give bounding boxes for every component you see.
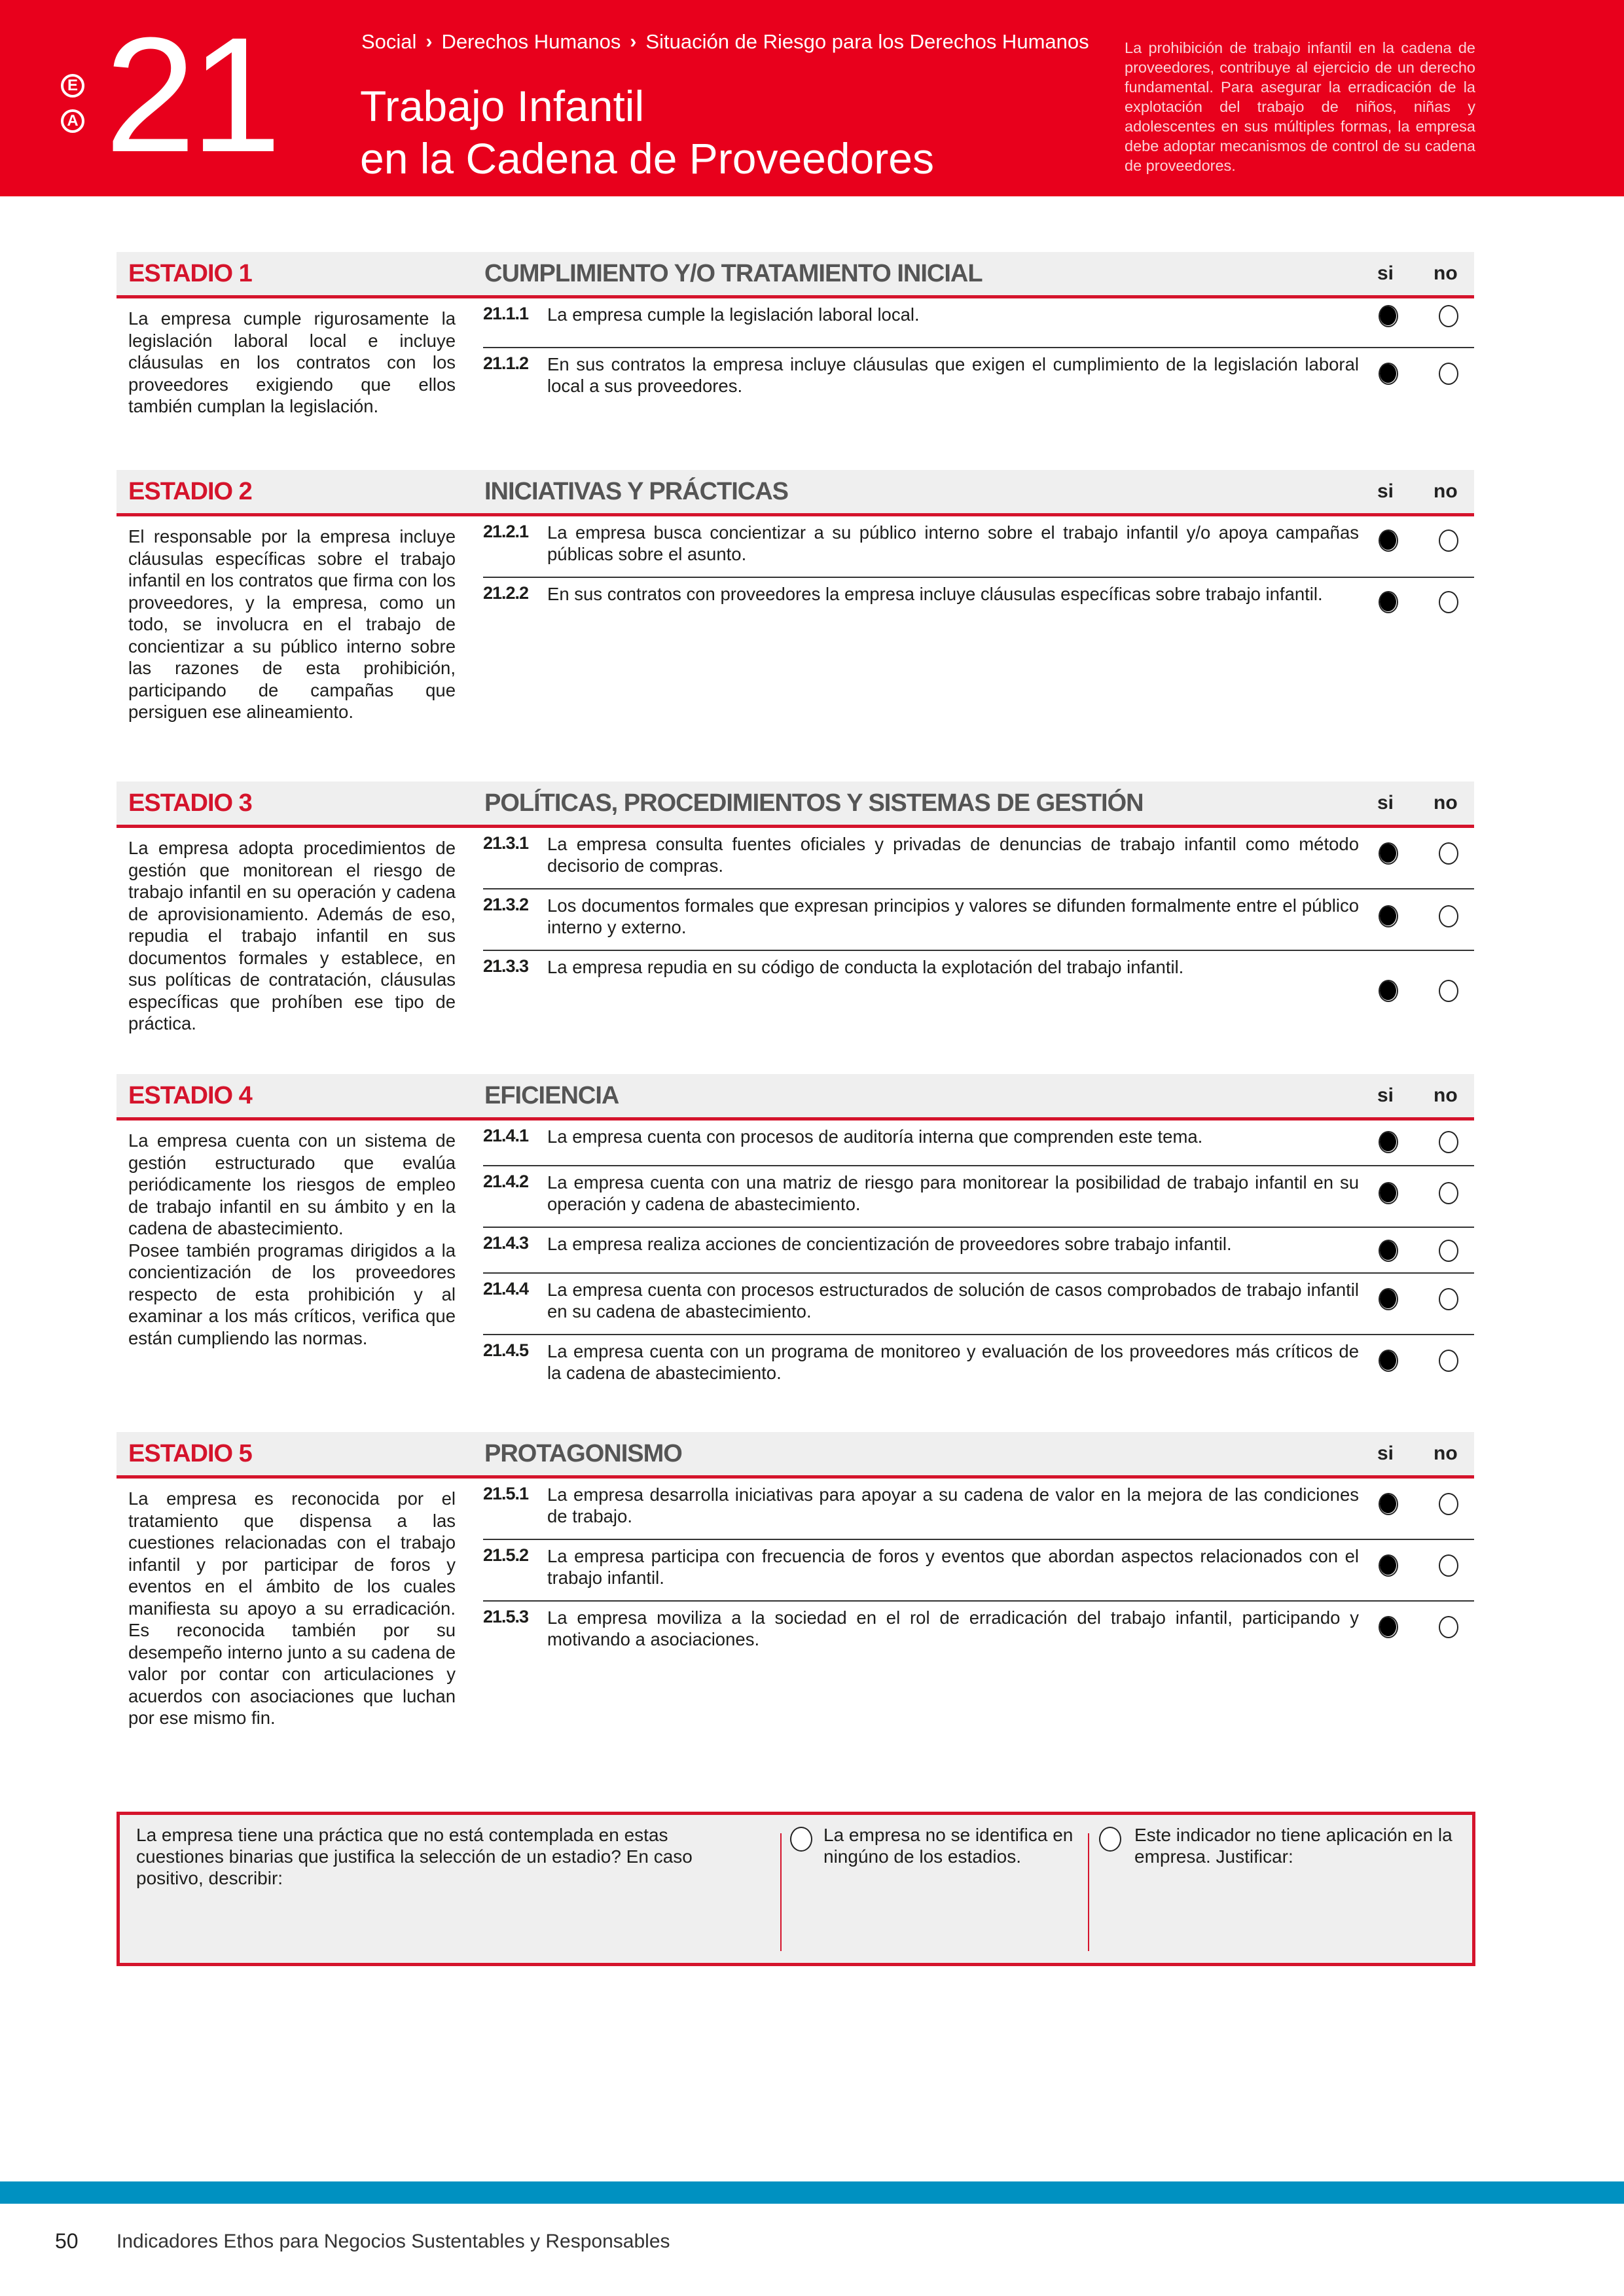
stadio-name: ESTADIO 2 <box>128 477 252 505</box>
title-line: en la Cadena de Proveedores <box>360 134 934 183</box>
question-id: 21.4.4 <box>483 1279 529 1299</box>
no-radio[interactable] <box>1439 905 1458 927</box>
si-radio[interactable] <box>1379 529 1398 552</box>
no-radio[interactable] <box>1439 1182 1458 1204</box>
question-text: La empresa desarrolla iniciativas para apoyar a su cadena de valor en la mejora de las condiciones de trabajo. <box>547 1484 1359 1526</box>
stadio-name: ESTADIO 5 <box>128 1439 252 1467</box>
si-radio[interactable] <box>1379 1288 1398 1310</box>
question-id: 21.4.5 <box>483 1340 529 1360</box>
no-radio[interactable] <box>1439 1240 1458 1262</box>
stadio-description <box>117 1121 456 1395</box>
question-row <box>483 1540 1474 1602</box>
stadio-5 <box>117 1432 1474 1729</box>
title-line: Trabajo Infantil <box>360 82 645 130</box>
no-radio[interactable] <box>1439 1616 1458 1638</box>
question-id: 21.1.2 <box>483 353 529 373</box>
stadio-title: EFICIENCIA <box>484 1081 619 1109</box>
stadio-4 <box>117 1074 1474 1395</box>
question-text: La empresa participa con frecuencia de foros y eventos que abordan aspectos relacionados con el trabajo infantil. <box>547 1546 1359 1588</box>
stadio-name: ESTADIO 1 <box>128 259 252 287</box>
question-text: La empresa cuenta con procesos estructurados de solución de casos comprobados de trabajo infantil en su cadena de abastecimiento. <box>547 1280 1359 1321</box>
stadio-header <box>117 1432 1474 1479</box>
page-title <box>360 80 934 185</box>
question-row <box>483 889 1474 951</box>
question-text: La empresa moviliza a la sociedad en el rol de erradicación del trabajo infantil, participando y motivando a asociaciones. <box>547 1607 1359 1649</box>
si-radio[interactable] <box>1379 1182 1398 1204</box>
question-id: 21.4.1 <box>483 1126 529 1145</box>
si-radio[interactable] <box>1379 842 1398 865</box>
stadio-description: La empresa adopta procedimientos de gestión que monitorean el riesgo de trabajo infantil en su operación y cadena de aprovisionamiento. Además de eso, repudia el trabajo infantil en sus documentos formales y establece, en sus políticas de contratación, cláusulas específicas que prohíben ese tipo de práctica. <box>128 838 456 1033</box>
no-radio[interactable] <box>1439 1131 1458 1153</box>
stadio-description: El responsable por la empresa incluye cláusulas específicas sobre el trabajo infantil en los contratos que firma con los proveedores, y la empresa, como un todo, se involucra en el trabajo de concientizar a su público interno sobre las razones de esta prohibición, participando de campañas que persiguen ese alineamiento. <box>128 526 456 722</box>
breadcrumb <box>361 30 1089 54</box>
no-label: no <box>1434 480 1458 502</box>
footer-band <box>0 2181 1624 2204</box>
question-text: La empresa cumple la legislación laboral local. <box>547 304 920 325</box>
si-radio[interactable] <box>1379 305 1398 327</box>
no-radio[interactable] <box>1439 1350 1458 1372</box>
question-row <box>483 1121 1474 1166</box>
stadio-header <box>117 781 1474 828</box>
breadcrumb-item[interactable]: Situación de Riesgo para los Derechos Humanos <box>645 30 1089 53</box>
si-radio[interactable] <box>1379 1554 1398 1577</box>
stadio-title: POLÍTICAS, PROCEDIMIENTOS Y SISTEMAS DE GESTIÓN <box>484 789 1144 817</box>
no-radio[interactable] <box>1439 842 1458 865</box>
question-id: 21.1.1 <box>483 304 529 323</box>
question-id: 21.4.3 <box>483 1233 529 1253</box>
question-text: Los documentos formales que expresan principios y valores se difunden formalmente entre el público interno y externo. <box>547 895 1359 937</box>
si-radio[interactable] <box>1379 980 1398 1002</box>
no-radio[interactable] <box>1439 591 1458 613</box>
stadio-title: CUMPLIMIENTO Y/O TRATAMIENTO INICIAL <box>484 259 983 287</box>
chevron-right-icon: › <box>630 31 637 52</box>
si-label: si <box>1377 262 1394 284</box>
stadio-3 <box>117 781 1474 1035</box>
breadcrumb-item[interactable]: Derechos Humanos <box>441 30 621 53</box>
not-applicable-label: Este indicador no tiene aplicación en la empresa. Justificar: <box>1134 1825 1453 1867</box>
indicator-header <box>0 0 1624 196</box>
chevron-right-icon: › <box>425 31 433 52</box>
description-paragraph: La empresa cuenta con un sistema de gestión estructurado que evalúa periódicamente los riesgos de empleo de trabajo infantil en su ámbito y en la cadena de abastecimiento. <box>128 1130 456 1238</box>
not-applicable-radio[interactable] <box>1099 1827 1121 1852</box>
question-text: La empresa consulta fuentes oficiales y privadas de denuncias de trabajo infantil como método decisorio de compras. <box>547 834 1359 876</box>
question-id: 21.5.2 <box>483 1545 529 1565</box>
publication-title: Indicadores Ethos para Negocios Sustentables y Responsables <box>117 2231 670 2252</box>
question-id: 21.3.2 <box>483 895 529 914</box>
question-text: En sus contratos con proveedores la empresa incluye cláusulas específicas sobre trabajo infantil. <box>547 584 1323 604</box>
question-text: La empresa cuenta con procesos de auditoría interna que comprenden este tema. <box>547 1126 1203 1147</box>
no-radio[interactable] <box>1439 1288 1458 1310</box>
no-radio[interactable] <box>1439 1493 1458 1515</box>
question-row <box>483 951 1474 1015</box>
si-radio[interactable] <box>1379 1240 1398 1262</box>
si-radio[interactable] <box>1379 1493 1398 1515</box>
intro-text: La prohibición de trabajo infantil en la cadena de proveedores, contribuye al ejercicio de un derecho fundamental. Para asegurar la erradicación de la explotación del trabajo de niños, niñas y adolescentes en sus múltiples formas, la empresa debe adoptar mecanismos de control de su cadena de proveedores. <box>1125 39 1475 174</box>
si-radio[interactable] <box>1379 905 1398 927</box>
question-list <box>483 516 1474 723</box>
question-id: 21.5.3 <box>483 1607 529 1626</box>
si-label: si <box>1377 480 1394 502</box>
no-stadio-radio[interactable] <box>790 1827 812 1852</box>
stadio-name: ESTADIO 3 <box>128 789 252 817</box>
no-radio[interactable] <box>1439 1554 1458 1577</box>
question-id: 21.3.3 <box>483 956 529 976</box>
si-radio[interactable] <box>1379 591 1398 613</box>
stadio-header <box>117 252 1474 298</box>
si-radio[interactable] <box>1379 363 1398 385</box>
stadio-header <box>117 1074 1474 1121</box>
question-row <box>483 578 1474 626</box>
stadio-description: La empresa es reconocida por el tratamiento que dispensa a las cuestiones relacionadas con el trabajo infantil y por participar de foros y eventos en el ámbito de los cuales manifiesta su apoyo a su erradicación. Es reconocida también por su desempeño interno junto a su cadena de valor por contar con articulaciones y acuerdos con asociaciones que luchan por ese mismo fin. <box>128 1488 456 1728</box>
question-id: 21.4.2 <box>483 1172 529 1191</box>
question-list <box>483 828 1474 1035</box>
divider <box>1088 1833 1089 1951</box>
stadio-description: La empresa cumple rigurosamente la legislación laboral local e incluye cláusulas en los contratos con los proveedores exigiendo que ellos también cumplan la legislación. <box>128 308 456 416</box>
question-list <box>483 298 1474 418</box>
no-label: no <box>1434 792 1458 814</box>
question-row <box>483 828 1474 889</box>
no-label: no <box>1434 1085 1458 1106</box>
si-radio[interactable] <box>1379 1350 1398 1372</box>
si-radio[interactable] <box>1379 1131 1398 1153</box>
question-text: La empresa busca concientizar a su público interno sobre el trabajo infantil y/o apoya campañas públicas sobre el asunto. <box>547 522 1359 564</box>
no-label: no <box>1434 262 1458 284</box>
stadio-title: PROTAGONISMO <box>484 1439 682 1467</box>
question-text: La empresa realiza acciones de concientización de proveedores sobre trabajo infantil. <box>547 1234 1232 1254</box>
no-radio[interactable] <box>1439 980 1458 1002</box>
question-id: 21.3.1 <box>483 833 529 853</box>
question-row <box>483 1274 1474 1335</box>
no-radio[interactable] <box>1439 363 1458 385</box>
question-list <box>483 1121 1474 1395</box>
stadio-header <box>117 470 1474 516</box>
question-text: La empresa cuenta con un programa de monitoreo y evaluación de los proveedores más críticos de la cadena de abastecimiento. <box>547 1341 1359 1383</box>
practice-question[interactable]: La empresa tiene una práctica que no está contemplada en estas cuestiones binarias que justifica la selección de un estadio? En caso positivo, describir: <box>136 1825 693 1888</box>
divider <box>780 1833 782 1951</box>
stadio-name: ESTADIO 4 <box>128 1081 252 1109</box>
question-row <box>483 516 1474 578</box>
question-id: 21.5.1 <box>483 1484 529 1503</box>
si-label: si <box>1377 1443 1394 1464</box>
si-radio[interactable] <box>1379 1616 1398 1638</box>
stadio-title: INICIATIVAS Y PRÁCTICAS <box>484 477 789 505</box>
question-row <box>483 1228 1474 1274</box>
si-label: si <box>1377 792 1394 814</box>
question-row <box>483 1479 1474 1540</box>
si-label: si <box>1377 1085 1394 1106</box>
badge-e-icon: E <box>61 74 84 98</box>
question-text: La empresa repudia en su código de conducta la explotación del trabajo infantil. <box>547 957 1184 977</box>
question-text: En sus contratos la empresa incluye cláusulas que exigen el cumplimiento de la legislación laboral local a sus proveedores. <box>547 354 1359 396</box>
no-radio[interactable] <box>1439 529 1458 552</box>
question-row <box>483 348 1474 408</box>
question-row <box>483 1335 1474 1395</box>
question-row <box>483 1166 1474 1228</box>
question-id: 21.2.1 <box>483 522 529 541</box>
stadio-2 <box>117 470 1474 723</box>
stadio-1 <box>117 252 1474 418</box>
question-id: 21.2.2 <box>483 583 529 603</box>
question-row <box>483 298 1474 348</box>
breadcrumb-item[interactable]: Social <box>361 30 417 53</box>
question-row <box>483 1602 1474 1662</box>
page-number: 50 <box>55 2229 79 2253</box>
additional-info-box <box>117 1812 1475 1966</box>
question-list <box>483 1479 1474 1729</box>
indicator-number: 21 <box>105 3 277 186</box>
badge-a-icon: A <box>61 109 84 133</box>
question-text: La empresa cuenta con una matriz de riesgo para monitorear la posibilidad de trabajo infantil en su operación y cadena de abastecimiento. <box>547 1172 1359 1214</box>
no-label: no <box>1434 1443 1458 1464</box>
no-stadio-label: La empresa no se identifica en ningúno de los estadios. <box>823 1825 1074 1867</box>
description-paragraph: Posee también programas dirigidos a la concientización de los proveedores respecto de esta prohibición y al examinar a los más críticos, verifica que están cumpliendo las normas. <box>128 1240 456 1348</box>
no-radio[interactable] <box>1439 305 1458 327</box>
